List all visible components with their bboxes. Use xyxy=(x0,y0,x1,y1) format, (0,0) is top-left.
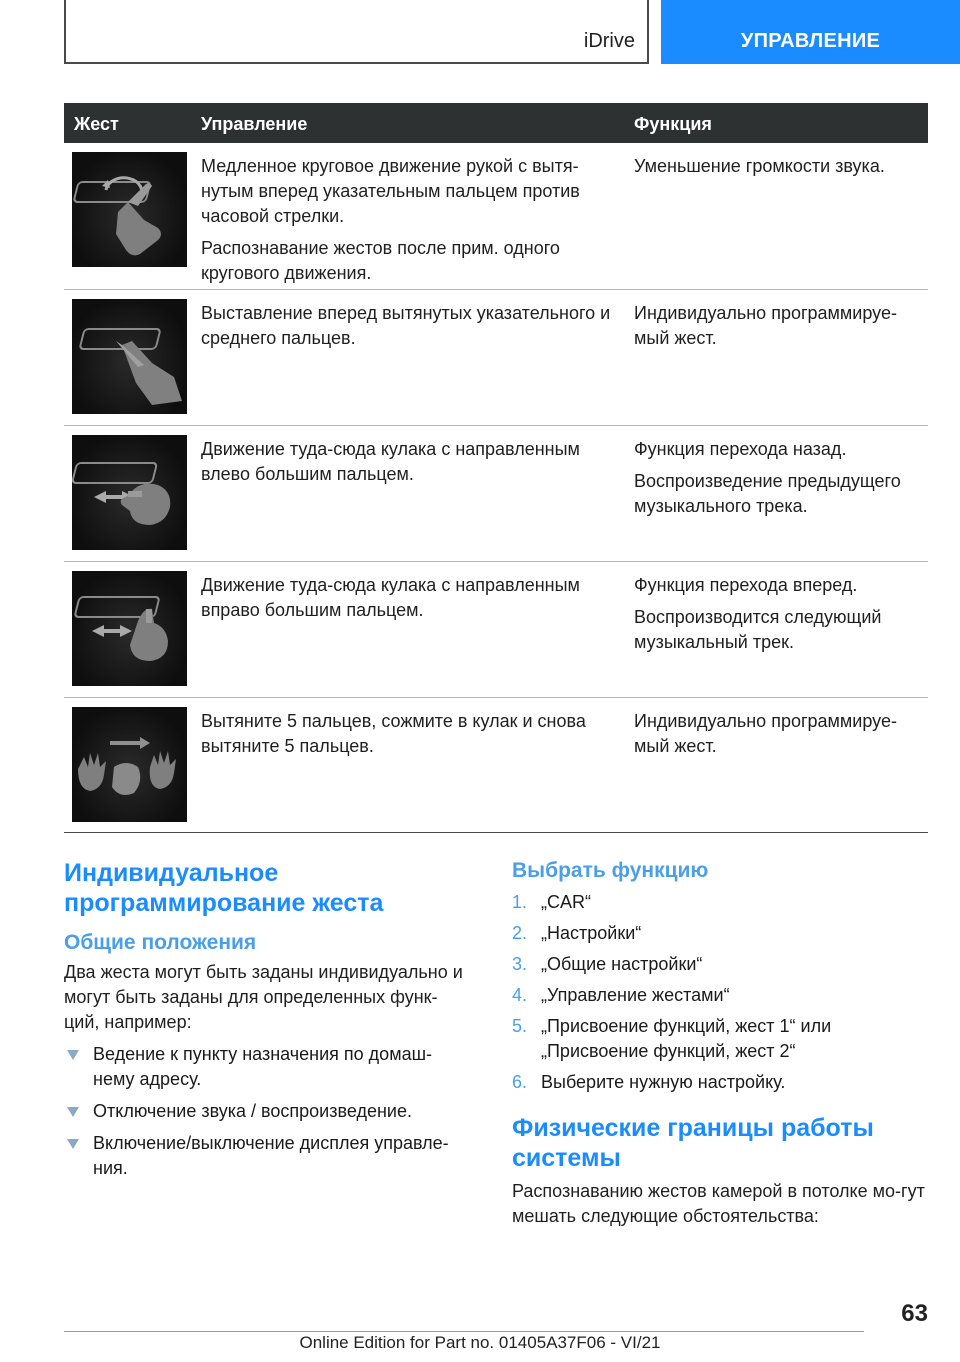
list-item: Ведение к пункту назначения по домаш-нему адресу. xyxy=(64,1042,469,1092)
header-chapter-tab xyxy=(661,0,960,64)
list-item: Отключение звука / воспроизведение. xyxy=(64,1099,469,1124)
hand-circle-counterclockwise-gesture-icon xyxy=(72,152,187,267)
right-column xyxy=(512,858,932,1229)
control-text: Движение туда-сюда кулака с направленным влево большим пальцем. xyxy=(201,439,580,484)
page-number: 63 xyxy=(901,1300,928,1327)
function-text: Функция перехода назад. Воспроизведение предыдущего музыкального трека. xyxy=(634,439,901,516)
table-row xyxy=(64,698,928,833)
function-text: Уменьшение громкости звука. xyxy=(634,156,885,176)
left-column xyxy=(64,858,469,1181)
table-row xyxy=(64,290,928,426)
triangle-bullet-icon xyxy=(67,1050,79,1060)
subsection-heading: Общие положения xyxy=(64,931,257,954)
list-item: 2. „Настройки“ xyxy=(512,923,642,943)
control-text: Медленное круговое движение рукой с вытя-нутым вперед указательным пальцем против часовой стрелки. Распознавание жестов после прим. одного кругового движения. xyxy=(201,156,580,283)
control-text: Вытяните 5 пальцев, сожмите в кулак и снова вытяните 5 пальцев. xyxy=(201,711,586,756)
bullet-list xyxy=(64,1042,469,1181)
footer-edition: Online Edition for Part no. 01405A37F06 - VI/21 xyxy=(299,1333,661,1352)
two-finger-point-gesture-icon xyxy=(72,299,187,414)
function-text: Индивидуально программируе-мый жест. xyxy=(634,711,897,756)
list-item: 3. „Общие настройки“ xyxy=(512,954,703,974)
control-text: Движение туда-сюда кулака с направленным вправо большим пальцем. xyxy=(201,575,580,620)
list-item: Включение/выключение дисплея управле-ния. xyxy=(64,1131,469,1181)
intro-paragraph: Два жеста могут быть заданы индивидуально и могут быть заданы для определенных функ-ций, например: xyxy=(64,962,463,1032)
triangle-bullet-icon xyxy=(67,1107,79,1117)
list-item: 1. „CAR“ xyxy=(512,892,591,912)
triangle-bullet-icon xyxy=(67,1139,79,1149)
header-section-label: iDrive xyxy=(583,30,635,52)
header-control: Управление xyxy=(201,114,308,134)
header-function: Функция xyxy=(634,114,712,134)
header-section-tab xyxy=(64,0,649,64)
fist-thumb-left-swipe-gesture-icon xyxy=(72,435,187,550)
table-row xyxy=(64,562,928,698)
header-gesture: Жест xyxy=(74,114,119,134)
header-chapter-label: УПРАВЛЕНИЕ xyxy=(740,30,881,52)
table-header-row xyxy=(64,103,928,143)
section-heading: Физические границы работы системы xyxy=(512,1114,874,1172)
list-item: 5. „Присвоение функций, жест 1“ или „Присвоение функций, жест 2“ xyxy=(512,1016,832,1061)
gesture-table xyxy=(64,103,928,833)
subsection-heading: Выбрать функцию xyxy=(512,859,709,882)
section-heading: Индивидуальное программирование жеста xyxy=(64,859,384,917)
fist-thumb-right-swipe-gesture-icon xyxy=(72,571,187,686)
function-text: Функция перехода вперед. Воспроизводится следующий музыкальный трек. xyxy=(634,575,882,652)
limits-paragraph: Распознаванию жестов камерой в потолке мо-гут мешать следующие обстоятельства: xyxy=(512,1181,925,1226)
table-row xyxy=(64,426,928,562)
list-item: 4. „Управление жестами“ xyxy=(512,985,730,1005)
open-close-open-hand-gesture-icon xyxy=(72,707,187,822)
function-text: Индивидуально программируе-мый жест. xyxy=(634,303,897,348)
steps-list xyxy=(512,890,932,1095)
list-item: 6. Выберите нужную настройку. xyxy=(512,1072,786,1092)
table-row xyxy=(64,143,928,290)
footer-divider xyxy=(64,1331,864,1332)
control-text: Выставление вперед вытянутых указательного и среднего пальцев. xyxy=(201,303,611,348)
